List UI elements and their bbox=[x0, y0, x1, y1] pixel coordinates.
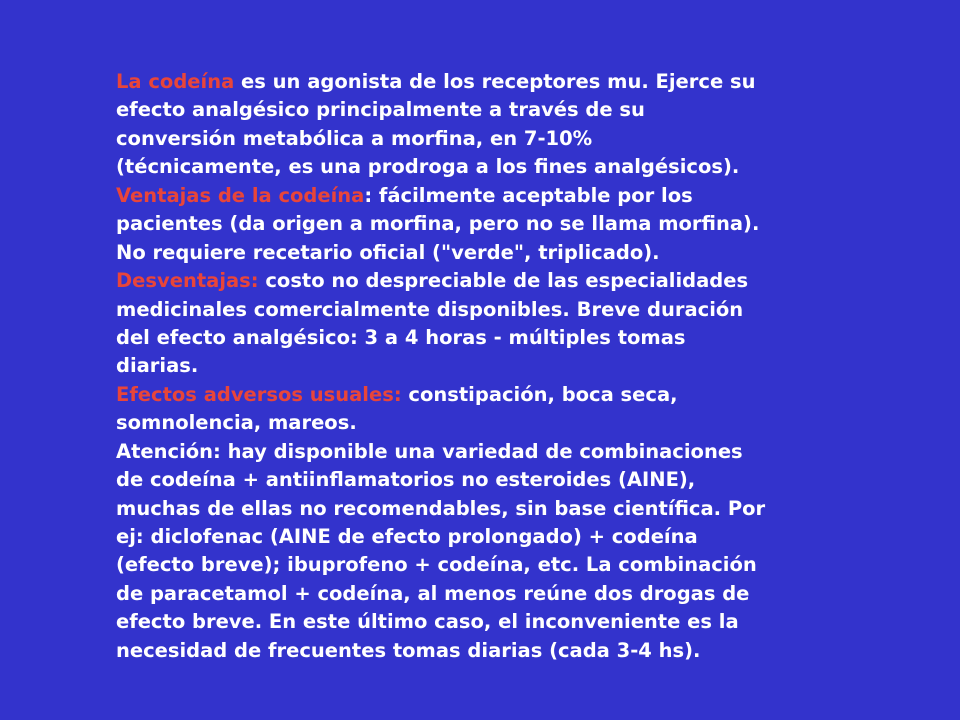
text-line bbox=[116, 381, 936, 409]
heading-ventajas: Ventajas de la codeína bbox=[116, 183, 365, 207]
text-line: efecto breve. En este último caso, el inconveniente es la bbox=[116, 610, 739, 634]
text-line: medicinales comercialmente disponibles. Breve duración bbox=[116, 297, 744, 321]
text-line: muchas de ellas no recomendables, sin base científica. Por bbox=[116, 496, 766, 520]
text-line: (efecto breve); ibuprofeno + codeína, etc. La combinación bbox=[116, 553, 757, 577]
heading-desventajas: Desventajas: bbox=[116, 269, 259, 293]
line-text: : fácilmente aceptable por los bbox=[364, 183, 693, 207]
text-line: conversión metabólica a morfina, en 7-10% bbox=[116, 126, 593, 150]
text-line: somnolencia, mareos. bbox=[116, 411, 357, 435]
text-line: diarias. bbox=[116, 354, 199, 378]
text-line bbox=[116, 68, 936, 96]
paragraph-disadvantages bbox=[116, 267, 936, 381]
text-line: (técnicamente, es una prodroga a los fines analgésicos). bbox=[116, 155, 740, 179]
line-text: es un agonista de los receptores mu. Ejerce su bbox=[234, 70, 756, 93]
text-line: de codeína + antiinflamatorios no esteroides (AINE), bbox=[116, 468, 696, 492]
text-line bbox=[116, 182, 936, 210]
paragraph-advantages bbox=[116, 182, 936, 267]
text-line bbox=[116, 267, 936, 295]
text-line: ej: diclofenac (AINE de efecto prolongado) + codeína bbox=[116, 525, 698, 548]
slide-body-text bbox=[116, 68, 936, 665]
line-text: constipación, boca seca, bbox=[401, 382, 678, 406]
paragraph-definition bbox=[116, 68, 936, 182]
text-line: No requiere recetario oficial ("verde", triplicado). bbox=[116, 240, 660, 264]
text-line: de paracetamol + codeína, al menos reúne dos drogas de bbox=[116, 581, 750, 605]
line-text: costo no despreciable de las especialidades bbox=[258, 269, 749, 293]
text-line: necesidad de frecuentes tomas diarias (cada 3-4 hs). bbox=[116, 638, 701, 662]
text-line: pacientes (da origen a morfina, pero no se llama morfina). bbox=[116, 212, 760, 236]
text-line: del efecto analgésico: 3 a 4 horas - múltiples tomas bbox=[116, 325, 686, 349]
text-line: efecto analgésico principalmente a través de su bbox=[116, 98, 645, 122]
term-codeina: La codeína bbox=[116, 70, 235, 93]
heading-efectos-adversos: Efectos adversos usuales: bbox=[116, 382, 402, 406]
paragraph-adverse-effects bbox=[116, 381, 936, 438]
text-line: Atención: hay disponible una variedad de combinaciones bbox=[116, 439, 743, 463]
paragraph-attention bbox=[116, 438, 936, 666]
